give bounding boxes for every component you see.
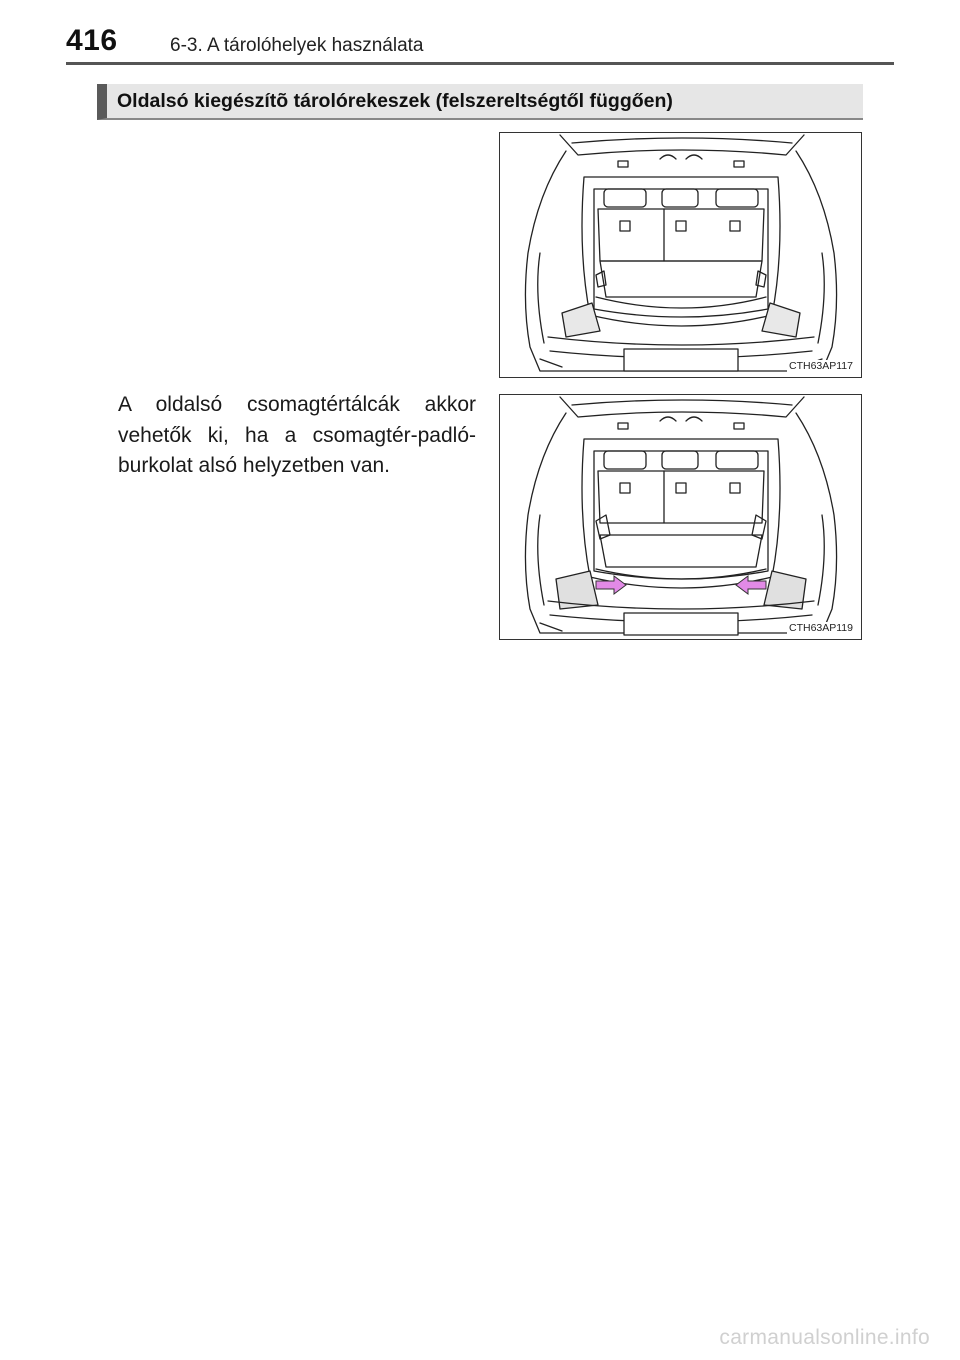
figure-trunk-trays-removal bbox=[499, 394, 862, 640]
body-paragraph: A oldalsó csomagtértálcák akkor vehetők ki, ha a csomagtér-padló-burkolat alsó helyzetben van. bbox=[118, 393, 476, 477]
figure-trunk-trays-installed bbox=[499, 132, 862, 378]
chapter-title: 6-3. A tárolóhelyek használata bbox=[170, 35, 424, 56]
watermark: carmanualsonline.info bbox=[719, 1326, 930, 1349]
header-rule bbox=[66, 62, 894, 65]
arrow-right-icon bbox=[596, 576, 626, 594]
figure-code: CTH63AP117 bbox=[788, 360, 853, 372]
page-number: 416 bbox=[66, 24, 118, 57]
section-title: Oldalsó kiegészítõ tárolórekeszek (felszereltségtől függően) bbox=[117, 90, 673, 112]
section-heading bbox=[97, 84, 863, 120]
page-header bbox=[66, 24, 894, 64]
figure-code: CTH63AP119 bbox=[788, 622, 853, 634]
arrow-left-icon bbox=[736, 576, 766, 594]
car-trunk-illustration bbox=[500, 395, 862, 640]
car-trunk-illustration bbox=[500, 133, 862, 378]
